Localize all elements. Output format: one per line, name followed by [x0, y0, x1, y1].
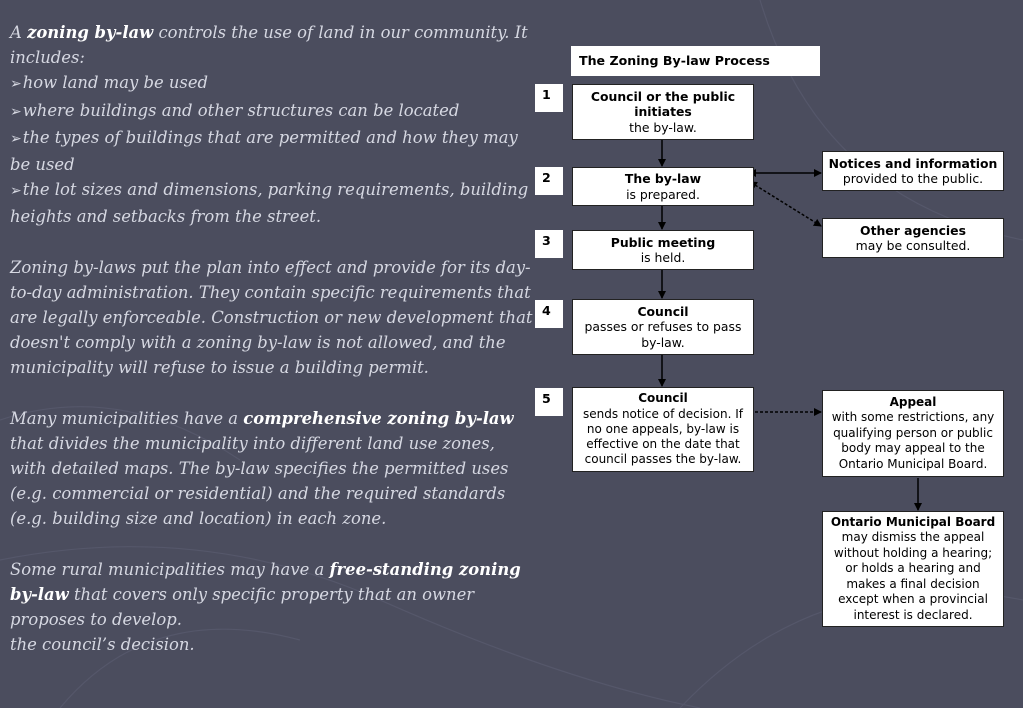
bullet-item: ➢the lot sizes and dimensions, parking requirements, building heights and setbacks from the street. — [10, 180, 529, 227]
step-number: 3 — [535, 230, 563, 258]
appeal-box: Appeal with some restrictions, any qualifying person or public body may appeal to the Ontario Municipal Board. — [822, 390, 1004, 477]
comprehensive-paragraph: Many municipalities have a comprehensive zoning by-law that divides the municipality into different land use zones, with detailed maps. The by-law specifies the permitted uses (e.g. commercial or residential) and the required standards (e.g. building size and location) in each zone. — [10, 408, 514, 529]
bullet-item: ➢where buildings and other structures can be located — [10, 100, 460, 120]
arrow-bullet-icon: ➢ — [10, 76, 22, 93]
comprehensive-term: comprehensive zoning by-law — [243, 408, 514, 428]
arrow-bullet-icon: ➢ — [10, 130, 22, 147]
intro-paragraph: A zoning by-law controls the use of land in our community. It includes: — [10, 23, 528, 68]
omb-box: Ontario Municipal Board may dismiss the appeal without holding a hearing; or holds a hearing and makes a final decision except when a provincial interest is declared. — [822, 511, 1004, 627]
zoning-bylaw-term: zoning by-law — [27, 23, 154, 42]
purpose-paragraph: Zoning by-laws put the plan into effect and provide for its day-to-day administration. They contain specific requirements that are legally enforceable. Construction or new development that doesn't comply with a zoning by-law is not allowed, and the municipality will refuse to issue a building permit. — [10, 257, 533, 378]
step-3-box: Public meeting is held. — [572, 230, 754, 270]
agencies-box: Other agencies may be consulted. — [822, 218, 1004, 258]
arrow-2-agencies — [755, 185, 821, 226]
diagram-title: The Zoning By-law Process — [571, 46, 820, 76]
notices-box: Notices and information provided to the public. — [822, 151, 1004, 191]
free-standing-paragraph: Some rural municipalities may have a free-standing zoning by-law that covers only specific property that an owner proposes to develop. — [10, 559, 521, 630]
trailing-text: the council’s decision. — [10, 635, 195, 655]
step-1-box: Council or the public initiates the by-law. — [572, 84, 754, 140]
step-number: 5 — [535, 388, 563, 416]
step-number: 1 — [535, 84, 563, 112]
step-5-box: Council sends notice of decision. If no one appeals, by-law is effective on the date that council passes the by-law. — [572, 387, 754, 472]
step-number: 2 — [535, 167, 563, 195]
arrow-bullet-icon: ➢ — [10, 103, 22, 120]
arrow-bullet-icon: ➢ — [10, 183, 22, 200]
step-4-box: Council passes or refuses to pass by-law. — [572, 299, 754, 355]
bullet-item: ➢how land may be used — [10, 73, 209, 93]
step-2-box: The by-law is prepared. — [572, 167, 754, 206]
free-standing-term: free-standing zoning by-law — [10, 559, 521, 604]
step-number: 4 — [535, 300, 563, 328]
bullet-item: ➢the types of buildings that are permitted and how they may be used — [10, 127, 518, 175]
